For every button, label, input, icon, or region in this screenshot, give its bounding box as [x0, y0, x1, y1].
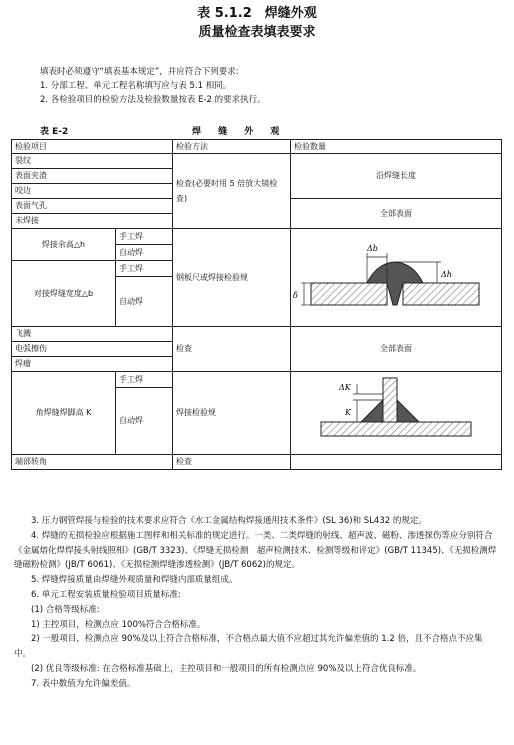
- notes-section: [14, 514, 498, 692]
- item-fillet-leg: 角焊缝焊脚高 K: [12, 372, 116, 455]
- note-paragraph: 6. 单元工程安装质量检验项目质量标准:: [14, 589, 181, 600]
- fillet-weld-diagram-cell: [291, 372, 502, 455]
- item-reinforcement: 焊接余高△h: [12, 229, 116, 261]
- auto-weld: 自动焊: [116, 245, 173, 261]
- method-visual: 检查: [173, 327, 291, 372]
- header-quantity: 检验数量: [291, 140, 502, 154]
- item-end-corner: 端部转角: [12, 455, 173, 470]
- qty-full-surface: 全部表面: [291, 199, 502, 229]
- base-plate: [321, 422, 471, 436]
- intro-line: 1. 分部工程、单元工程名称填写应与表 5.1 相同。: [40, 81, 232, 91]
- item-overlap: 焊瘤: [12, 357, 173, 372]
- note-paragraph: 7. 表中数值为允许偏差值。: [14, 678, 136, 689]
- fillet-weld-right: [397, 400, 419, 422]
- item-slag: 表面夹渣: [12, 169, 173, 184]
- header-method: 检验方法: [173, 140, 291, 154]
- note-paragraph: 4. 焊缝的无损检验应根据施工图样和相关标准的规定进行。一类、二类焊缝的射线、超声波、磁粉、渗透探伤等应分别符合《金属熔化焊焊接头射线照相》(GB/T 3323)、《焊缝无损检测 超声检测技术、检测等级和评定》(GB/T 11345)、《无损检测焊缝磁粉检测》(JB/T 6061)、《无损检测焊缝渗透检测》(JB/T 6062)的规定。: [14, 530, 497, 571]
- item-porosity: 表面气孔: [12, 199, 173, 214]
- vertical-plate: [383, 378, 397, 422]
- table-caption-number: 表 E-2: [40, 127, 69, 137]
- label-delta-k: ΔK: [339, 383, 351, 392]
- item-crack: 裂纹: [12, 154, 173, 169]
- intro-line: 填表时必须遵守“填表基本规定”，并应符合下列要求:: [40, 67, 239, 77]
- note-paragraph: (2) 优良等级标准: 在合格标准基础上，主控项目和一般项目的所有检测点应 90%及以上符合优良标准。: [14, 663, 422, 674]
- auto-weld: 自动焊: [116, 388, 173, 455]
- butt-weld-diagram: [291, 235, 501, 321]
- manual-weld: 手工焊: [116, 229, 173, 245]
- fillet-weld-left: [361, 400, 383, 422]
- right-plate: [403, 283, 479, 305]
- inspection-table: [11, 139, 502, 470]
- note-paragraph: 1) 主控项目，检测点应 100%符合合格标准。: [14, 619, 206, 630]
- item-spatter: 飞溅: [12, 327, 173, 342]
- manual-weld: 手工焊: [116, 261, 173, 277]
- page-title: 表 5.1.2 焊缝外观: [197, 6, 317, 21]
- item-undercut: 咬边: [12, 184, 173, 199]
- header-item: 检验项目: [12, 140, 173, 154]
- label-k: K: [345, 408, 351, 417]
- item-lack-of-fusion: 未焊接: [12, 214, 173, 229]
- method-visual-magnifier: 检查(必要时用 5 倍放大镜检查): [173, 154, 291, 229]
- method-end-corner: 检查: [173, 455, 291, 470]
- note-paragraph: 5. 焊缝焊接质量由焊缝外观质量和焊缝内部质量组成。: [14, 575, 238, 586]
- manual-weld: 手工焊: [116, 372, 173, 388]
- qty-along-weld: 沿焊缝长度: [291, 154, 502, 199]
- note-paragraph: (1) 合格等级标准:: [14, 604, 100, 615]
- qty-end-corner-empty: [291, 455, 502, 470]
- auto-weld: 自动焊: [116, 277, 173, 327]
- fillet-weld-diagram: [291, 372, 501, 454]
- intro-line: 2. 各检验项目的检验方法及检验数量按表 E-2 的要求执行。: [40, 95, 266, 105]
- item-arc-strike: 电弧擦伤: [12, 342, 173, 357]
- table-caption-title: 焊 缝 外 观: [192, 127, 287, 137]
- label-delta-h: Δh: [441, 269, 452, 279]
- left-plate: [311, 283, 387, 305]
- butt-weld-diagram-cell: [291, 229, 502, 327]
- method-weld-gauge: 焊接检验规: [173, 372, 291, 455]
- item-butt-width: 对接焊缝宽度△b: [12, 261, 116, 327]
- note-paragraph: 2) 一般项目，检测点应 90%及以上符合合格标准，不合格点最大值不应超过其允许偏差值的 1.2 倍，且不合格点不应集中。: [14, 634, 483, 660]
- label-thickness: δ: [293, 290, 298, 300]
- label-delta-b: Δb: [367, 243, 378, 253]
- note-paragraph: 3. 压力钢管焊接与检验的技术要求应符合《水工金属结构焊接通用技术条件》(SL 36)和 SL432 的规定。: [14, 516, 427, 526]
- qty-full-surface: 全部表面: [291, 327, 502, 372]
- page-subtitle: 质量检查表填表要求: [198, 25, 316, 40]
- method-ruler-gauge: 钢板尺或焊接检验规: [173, 229, 291, 327]
